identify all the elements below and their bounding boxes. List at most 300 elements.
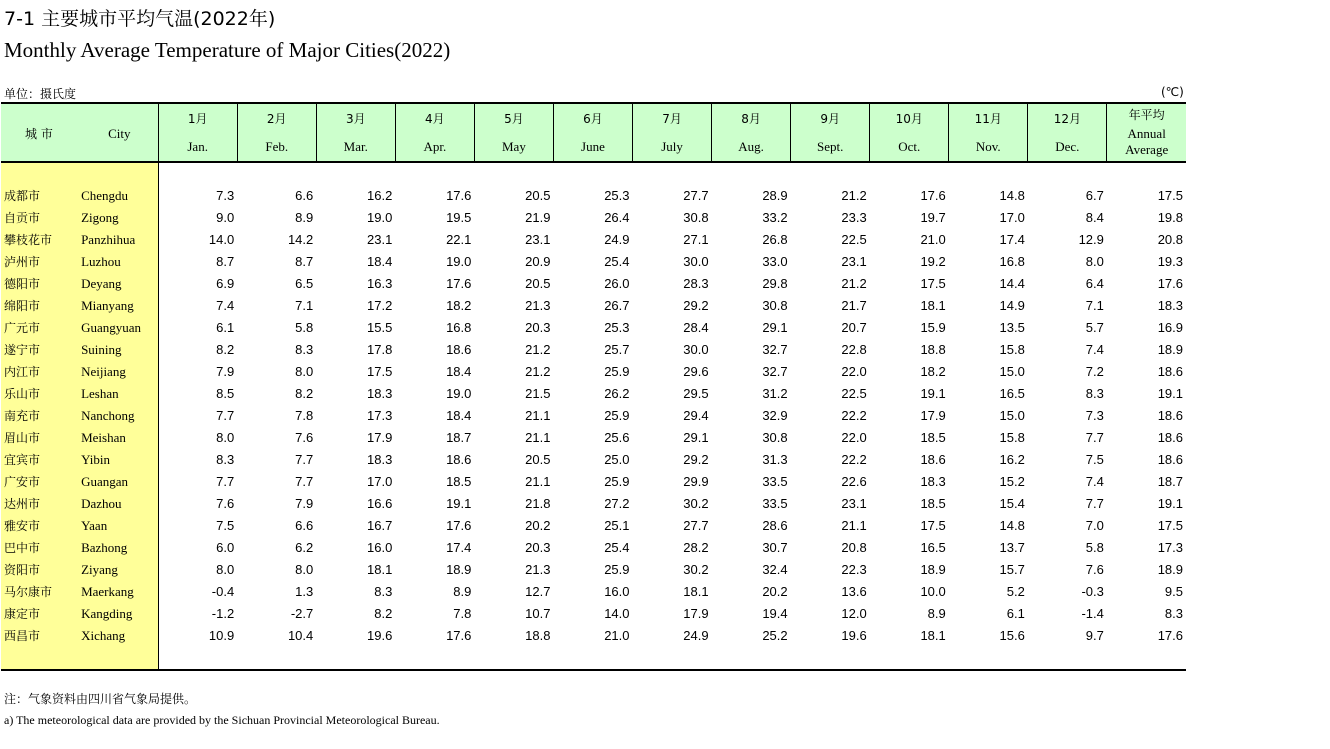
city-name-en: Ziyang — [79, 559, 158, 581]
temperature-cell: 25.3 — [604, 188, 630, 203]
temperature-cell: 15.9 — [920, 320, 946, 335]
temperature-cell: 7.1 — [295, 298, 314, 313]
temperature-cell: 17.0 — [999, 210, 1025, 225]
temperature-cell: 26.2 — [604, 386, 630, 401]
temperature-table — [1, 102, 1186, 671]
header-annual-average — [1107, 103, 1186, 162]
temperature-cell: 15.0 — [999, 408, 1025, 423]
temperature-cell: 17.6 — [920, 188, 946, 203]
temperature-cell: 7.7 — [216, 474, 235, 489]
header-month — [633, 103, 712, 162]
temperature-cell: 25.4 — [604, 540, 630, 555]
temperature-cell: 14.0 — [604, 606, 630, 621]
header-month-cn: 3月 — [345, 111, 366, 126]
header-month — [316, 103, 395, 162]
table-row — [1, 537, 1186, 559]
city-name-cn: 巴中市 — [1, 537, 79, 559]
temperature-cell: 26.7 — [604, 298, 630, 313]
temperature-cell: -0.3 — [1081, 584, 1104, 599]
annual-average-cell: 17.5 — [1157, 188, 1183, 203]
temperature-cell: 30.0 — [683, 342, 709, 357]
header-month-en: Oct. — [898, 138, 921, 154]
temperature-cell: 17.2 — [367, 298, 393, 313]
temperature-cell: 10.9 — [208, 628, 235, 643]
temperature-cell: 18.8 — [920, 342, 946, 357]
temperature-cell: 17.5 — [920, 276, 946, 291]
temperature-cell: 25.7 — [604, 342, 630, 357]
temperature-cell: 21.0 — [920, 232, 946, 247]
temperature-cell: 16.3 — [367, 276, 393, 291]
city-name-cn: 宜宾市 — [1, 449, 79, 471]
temperature-cell: 8.3 — [374, 584, 393, 599]
temperature-cell: 26.0 — [604, 276, 630, 291]
temperature-cell: 20.5 — [525, 452, 551, 467]
temperature-cell: 7.8 — [453, 606, 472, 621]
temperature-cell: 28.4 — [683, 320, 709, 335]
header-month-en: Jan. — [187, 138, 208, 154]
header-month — [395, 103, 474, 162]
temperature-cell: 17.4 — [999, 232, 1025, 247]
temperature-cell: 6.9 — [216, 276, 235, 291]
city-name-en: Guangyuan — [79, 317, 158, 339]
temperature-cell: 8.9 — [295, 210, 314, 225]
temperature-cell: 29.4 — [683, 408, 709, 423]
temperature-cell: 18.3 — [367, 452, 393, 467]
temperature-cell: 18.1 — [920, 628, 946, 643]
temperature-cell: 18.2 — [446, 298, 472, 313]
temperature-cell: 16.5 — [999, 386, 1025, 401]
temperature-cell: 18.1 — [683, 584, 709, 599]
temperature-cell: 6.1 — [216, 320, 235, 335]
header-avg-cn: 年平均 — [1128, 107, 1165, 122]
temperature-cell: 5.2 — [1006, 584, 1025, 599]
temperature-cell: 30.8 — [683, 210, 709, 225]
temperature-cell: 17.9 — [920, 408, 946, 423]
temperature-cell: 8.3 — [216, 452, 235, 467]
temperature-cell: 14.2 — [287, 232, 314, 247]
temperature-cell: 24.9 — [604, 232, 630, 247]
temperature-cell: 16.5 — [920, 540, 946, 555]
temperature-cell: 1.3 — [295, 584, 314, 599]
header-month-en: May — [501, 138, 526, 154]
temperature-cell: 18.5 — [920, 430, 946, 445]
temperature-cell: 22.3 — [841, 562, 867, 577]
temperature-cell: 29.8 — [762, 276, 788, 291]
city-name-cn: 攀枝花市 — [1, 229, 79, 251]
temperature-cell: 8.0 — [295, 562, 314, 577]
temperature-cell: 5.8 — [295, 320, 314, 335]
city-name-en: Kangding — [79, 603, 158, 625]
temperature-cell: 25.4 — [604, 254, 630, 269]
temperature-cell: 29.1 — [762, 320, 788, 335]
temperature-cell: 7.1 — [1085, 298, 1104, 313]
header-month — [870, 103, 949, 162]
table-row — [1, 559, 1186, 581]
temperature-cell: 30.2 — [683, 496, 709, 511]
city-name-en: Nanchong — [79, 405, 158, 427]
temperature-cell: 8.5 — [216, 386, 235, 401]
temperature-cell: 7.4 — [216, 298, 235, 313]
annual-average-cell: 9.5 — [1164, 584, 1183, 599]
city-name-cn: 康定市 — [1, 603, 79, 625]
temperature-cell: 17.0 — [367, 474, 393, 489]
annual-average-cell: 18.6 — [1157, 408, 1183, 423]
city-name-en: Panzhihua — [79, 229, 158, 251]
table-row — [1, 449, 1186, 471]
temperature-cell: 18.4 — [367, 254, 393, 269]
temperature-cell: 18.1 — [367, 562, 393, 577]
temperature-cell: 28.6 — [762, 518, 788, 533]
temperature-cell: 7.7 — [295, 452, 314, 467]
temperature-cell: 16.2 — [367, 188, 393, 203]
temperature-cell: 12.0 — [841, 606, 867, 621]
city-name-cn: 自贡市 — [1, 207, 79, 229]
temperature-cell: 21.0 — [604, 628, 630, 643]
footnote-cn: 注：气象资料由四川省气象局提供。 — [4, 692, 197, 706]
temperature-cell: 18.9 — [920, 562, 946, 577]
table-header — [1, 103, 1186, 162]
temperature-cell: 8.3 — [295, 342, 314, 357]
temperature-cell: 18.7 — [446, 430, 472, 445]
temperature-cell: 23.1 — [841, 254, 867, 269]
temperature-cell: 27.7 — [683, 518, 709, 533]
header-month — [553, 103, 632, 162]
city-name-en: Neijiang — [79, 361, 158, 383]
header-month-cn: 7月 — [662, 111, 682, 126]
header-month-en: Feb. — [265, 138, 289, 154]
temperature-cell: 22.0 — [841, 364, 867, 379]
temperature-cell: 13.6 — [841, 584, 867, 599]
temperature-cell: 16.6 — [367, 496, 393, 511]
temperature-cell: 5.7 — [1085, 320, 1104, 335]
table-row — [1, 427, 1186, 449]
temperature-cell: 19.7 — [920, 210, 946, 225]
temperature-cell: 19.6 — [841, 628, 867, 643]
temperature-cell: 25.0 — [604, 452, 630, 467]
temperature-cell: 7.4 — [1085, 474, 1104, 489]
temperature-cell: 17.6 — [446, 628, 472, 643]
temperature-cell: 25.9 — [604, 364, 630, 379]
annual-average-cell: 17.5 — [1157, 518, 1183, 533]
temperature-cell: 6.7 — [1085, 188, 1104, 203]
city-name-en: Zigong — [79, 207, 158, 229]
temperature-cell: 19.0 — [446, 254, 472, 269]
header-city-en: City — [79, 103, 158, 162]
temperature-cell: 18.5 — [446, 474, 472, 489]
temperature-cell: 18.2 — [920, 364, 946, 379]
temperature-cell: 9.7 — [1085, 628, 1104, 643]
temperature-cell: 22.5 — [841, 386, 867, 401]
temperature-cell: 17.9 — [367, 430, 393, 445]
temperature-cell: 10.7 — [525, 606, 551, 621]
temperature-cell: 33.5 — [762, 474, 788, 489]
city-name-en: Suining — [79, 339, 158, 361]
temperature-cell: 19.1 — [920, 386, 946, 401]
temperature-cell: 14.9 — [999, 298, 1025, 313]
temperature-cell: 25.1 — [604, 518, 630, 533]
temperature-cell: 18.4 — [446, 364, 472, 379]
city-name-cn: 内江市 — [1, 361, 79, 383]
temperature-cell: 16.2 — [999, 452, 1025, 467]
header-month — [237, 103, 316, 162]
temperature-cell: 7.8 — [295, 408, 314, 423]
temperature-cell: 13.7 — [999, 540, 1025, 555]
city-name-cn: 南充市 — [1, 405, 79, 427]
temperature-cell: 19.6 — [367, 628, 393, 643]
temperature-cell: 18.5 — [920, 496, 946, 511]
temperature-cell: 22.2 — [841, 408, 867, 423]
table-row — [1, 603, 1186, 625]
city-name-en: Luzhou — [79, 251, 158, 273]
temperature-cell: 22.6 — [841, 474, 867, 489]
temperature-cell: 29.6 — [683, 364, 709, 379]
temperature-cell: 29.1 — [683, 430, 709, 445]
header-month-en: July — [661, 138, 683, 154]
temperature-cell: 14.8 — [999, 188, 1025, 203]
unit-label: 单位：摄氏度 — [4, 87, 77, 101]
temperature-cell: 20.5 — [525, 188, 551, 203]
table-row — [1, 625, 1186, 647]
temperature-cell: 7.7 — [216, 408, 235, 423]
table-row — [1, 361, 1186, 383]
header-month-en: Aug. — [738, 138, 764, 154]
temperature-cell: -1.4 — [1081, 606, 1104, 621]
city-name-en: Yibin — [79, 449, 158, 471]
header-month-cn: 6月 — [583, 111, 603, 126]
temperature-cell: 26.4 — [604, 210, 630, 225]
annual-average-cell: 17.6 — [1157, 628, 1183, 643]
city-name-en: Xichang — [79, 625, 158, 647]
temperature-cell: 19.1 — [446, 496, 472, 511]
temperature-cell: 7.5 — [1085, 452, 1104, 467]
temperature-cell: 17.6 — [446, 188, 472, 203]
temperature-cell: 21.1 — [841, 518, 867, 533]
city-name-en: Maerkang — [79, 581, 158, 603]
table-row — [1, 383, 1186, 405]
temperature-cell: 8.0 — [216, 562, 235, 577]
temperature-cell: 25.2 — [762, 628, 788, 643]
unit-symbol: (℃) — [1161, 85, 1184, 99]
city-name-en: Dazhou — [79, 493, 158, 515]
temperature-cell: 7.7 — [1085, 430, 1104, 445]
temperature-cell: 29.2 — [683, 452, 709, 467]
header-month-cn: 11月 — [974, 111, 1002, 126]
table-row — [1, 339, 1186, 361]
table-title-en: Monthly Average Temperature of Major Cities(2022) — [4, 38, 451, 62]
temperature-cell: 16.8 — [446, 320, 472, 335]
temperature-cell: 21.9 — [525, 210, 551, 225]
temperature-cell: 5.8 — [1085, 540, 1104, 555]
annual-average-cell: 18.9 — [1157, 562, 1183, 577]
table-row — [1, 185, 1186, 207]
temperature-cell: 16.7 — [367, 518, 393, 533]
temperature-cell: 32.4 — [762, 562, 788, 577]
temperature-cell: 8.0 — [1085, 254, 1104, 269]
table-title-cn: 7-1 主要城市平均气温(2022年) — [4, 8, 276, 30]
temperature-cell: 7.2 — [1085, 364, 1104, 379]
temperature-cell: 17.8 — [367, 342, 393, 357]
temperature-cell: 25.9 — [604, 562, 630, 577]
temperature-cell: 15.4 — [999, 496, 1025, 511]
temperature-cell: 21.2 — [841, 276, 867, 291]
temperature-cell: 12.9 — [1078, 232, 1104, 247]
temperature-cell: 10.0 — [920, 584, 946, 599]
temperature-cell: 20.7 — [841, 320, 867, 335]
header-month-cn: 10月 — [895, 111, 923, 126]
temperature-cell: 20.9 — [525, 254, 551, 269]
temperature-cell: 17.9 — [683, 606, 709, 621]
spacer-row — [1, 647, 1186, 670]
header-month — [474, 103, 553, 162]
temperature-cell: 25.6 — [604, 430, 630, 445]
city-name-en: Meishan — [79, 427, 158, 449]
annual-average-cell: 8.3 — [1164, 606, 1183, 621]
temperature-cell: 14.8 — [999, 518, 1025, 533]
city-name-en: Mianyang — [79, 295, 158, 317]
temperature-cell: 7.0 — [1085, 518, 1104, 533]
temperature-cell: 8.2 — [216, 342, 235, 357]
temperature-cell: 21.2 — [525, 342, 551, 357]
temperature-cell: 19.2 — [920, 254, 946, 269]
temperature-cell: 8.2 — [295, 386, 314, 401]
annual-average-cell: 17.3 — [1157, 540, 1183, 555]
temperature-cell: 9.0 — [216, 210, 235, 225]
temperature-cell: 32.7 — [762, 342, 788, 357]
temperature-cell: 7.4 — [1085, 342, 1104, 357]
city-name-en: Leshan — [79, 383, 158, 405]
header-month-cn: 4月 — [425, 111, 445, 126]
annual-average-cell: 19.8 — [1157, 210, 1183, 225]
temperature-cell: 23.1 — [525, 232, 551, 247]
temperature-cell: 30.7 — [762, 540, 788, 555]
table-row — [1, 273, 1186, 295]
temperature-cell: 18.1 — [920, 298, 946, 313]
annual-average-cell: 16.9 — [1157, 320, 1183, 335]
temperature-cell: 7.7 — [295, 474, 314, 489]
temperature-cell: 20.5 — [525, 276, 551, 291]
temperature-cell: 7.6 — [216, 496, 235, 511]
temperature-cell: 7.6 — [1085, 562, 1104, 577]
temperature-cell: 17.6 — [446, 518, 472, 533]
temperature-cell: 29.5 — [683, 386, 709, 401]
temperature-cell: 26.8 — [762, 232, 788, 247]
temperature-cell: 19.5 — [446, 210, 472, 225]
table-row — [1, 317, 1186, 339]
temperature-cell: 6.6 — [295, 518, 314, 533]
temperature-cell: 18.9 — [446, 562, 472, 577]
temperature-cell: 7.6 — [295, 430, 314, 445]
city-name-en: Chengdu — [79, 185, 158, 207]
temperature-cell: 23.1 — [367, 232, 393, 247]
annual-average-cell: 18.6 — [1157, 430, 1183, 445]
city-name-cn: 广元市 — [1, 317, 79, 339]
city-name-cn: 泸州市 — [1, 251, 79, 273]
temperature-cell: 15.2 — [999, 474, 1025, 489]
temperature-cell: 24.9 — [683, 628, 709, 643]
temperature-cell: 12.7 — [525, 584, 551, 599]
temperature-cell: 23.1 — [841, 496, 867, 511]
temperature-cell: 15.8 — [999, 430, 1025, 445]
temperature-cell: 7.9 — [216, 364, 235, 379]
temperature-cell: 20.3 — [525, 320, 551, 335]
city-name-en: Guangan — [79, 471, 158, 493]
annual-average-cell: 18.3 — [1157, 298, 1183, 313]
table-row — [1, 515, 1186, 537]
temperature-cell: 16.0 — [367, 540, 393, 555]
temperature-cell: 30.8 — [762, 298, 788, 313]
temperature-cell: 17.4 — [446, 540, 472, 555]
temperature-cell: 17.5 — [367, 364, 393, 379]
table-row — [1, 207, 1186, 229]
temperature-cell: 27.1 — [683, 232, 709, 247]
temperature-cell: 7.3 — [216, 188, 235, 203]
temperature-cell: 15.6 — [999, 628, 1025, 643]
temperature-cell: 8.0 — [295, 364, 314, 379]
spacer-row — [1, 162, 1186, 185]
temperature-cell: 21.7 — [841, 298, 867, 313]
header-month — [949, 103, 1028, 162]
city-name-cn: 成都市 — [1, 185, 79, 207]
temperature-cell: 6.6 — [295, 188, 314, 203]
temperature-cell: 30.2 — [683, 562, 709, 577]
annual-average-cell: 19.1 — [1157, 386, 1183, 401]
temperature-cell: 33.0 — [762, 254, 788, 269]
temperature-cell: 22.0 — [841, 430, 867, 445]
temperature-cell: 18.4 — [446, 408, 472, 423]
header-city-cn: 城 市 — [1, 103, 79, 162]
temperature-cell: 32.9 — [762, 408, 788, 423]
header-month-cn: 12月 — [1053, 111, 1081, 126]
temperature-cell: 33.5 — [762, 496, 788, 511]
header-month-cn: 5月 — [504, 111, 524, 126]
temperature-cell: 8.4 — [1085, 210, 1104, 225]
temperature-cell: 20.8 — [841, 540, 867, 555]
temperature-cell: 21.3 — [525, 562, 551, 577]
header-month-en: Dec. — [1055, 138, 1080, 154]
temperature-cell: 19.0 — [367, 210, 393, 225]
temperature-cell: 30.8 — [762, 430, 788, 445]
header-avg-en-1: Annual — [1127, 125, 1166, 141]
temperature-cell: -0.4 — [211, 584, 235, 599]
table-row — [1, 581, 1186, 603]
temperature-cell: 21.1 — [525, 408, 551, 423]
temperature-cell: 25.9 — [604, 474, 630, 489]
temperature-cell: 18.6 — [446, 342, 472, 357]
city-name-cn: 眉山市 — [1, 427, 79, 449]
table-body — [1, 162, 1186, 670]
temperature-cell: 28.3 — [683, 276, 709, 291]
temperature-cell: 25.9 — [604, 408, 630, 423]
temperature-cell: 21.3 — [525, 298, 551, 313]
city-name-cn: 广安市 — [1, 471, 79, 493]
temperature-cell: 23.3 — [841, 210, 867, 225]
annual-average-cell: 20.8 — [1157, 232, 1183, 247]
temperature-cell: 15.0 — [999, 364, 1025, 379]
temperature-cell: 8.2 — [374, 606, 393, 621]
city-name-cn: 雅安市 — [1, 515, 79, 537]
city-name-en: Bazhong — [79, 537, 158, 559]
city-name-cn: 西昌市 — [1, 625, 79, 647]
temperature-cell: 13.5 — [999, 320, 1025, 335]
temperature-cell: 21.2 — [525, 364, 551, 379]
temperature-cell: 6.4 — [1085, 276, 1104, 291]
temperature-cell: 16.0 — [604, 584, 630, 599]
temperature-cell: 18.6 — [920, 452, 946, 467]
temperature-cell: 28.2 — [683, 540, 709, 555]
temperature-cell: 10.4 — [287, 628, 314, 643]
table-row — [1, 471, 1186, 493]
header-month-cn: 1月 — [187, 111, 208, 126]
